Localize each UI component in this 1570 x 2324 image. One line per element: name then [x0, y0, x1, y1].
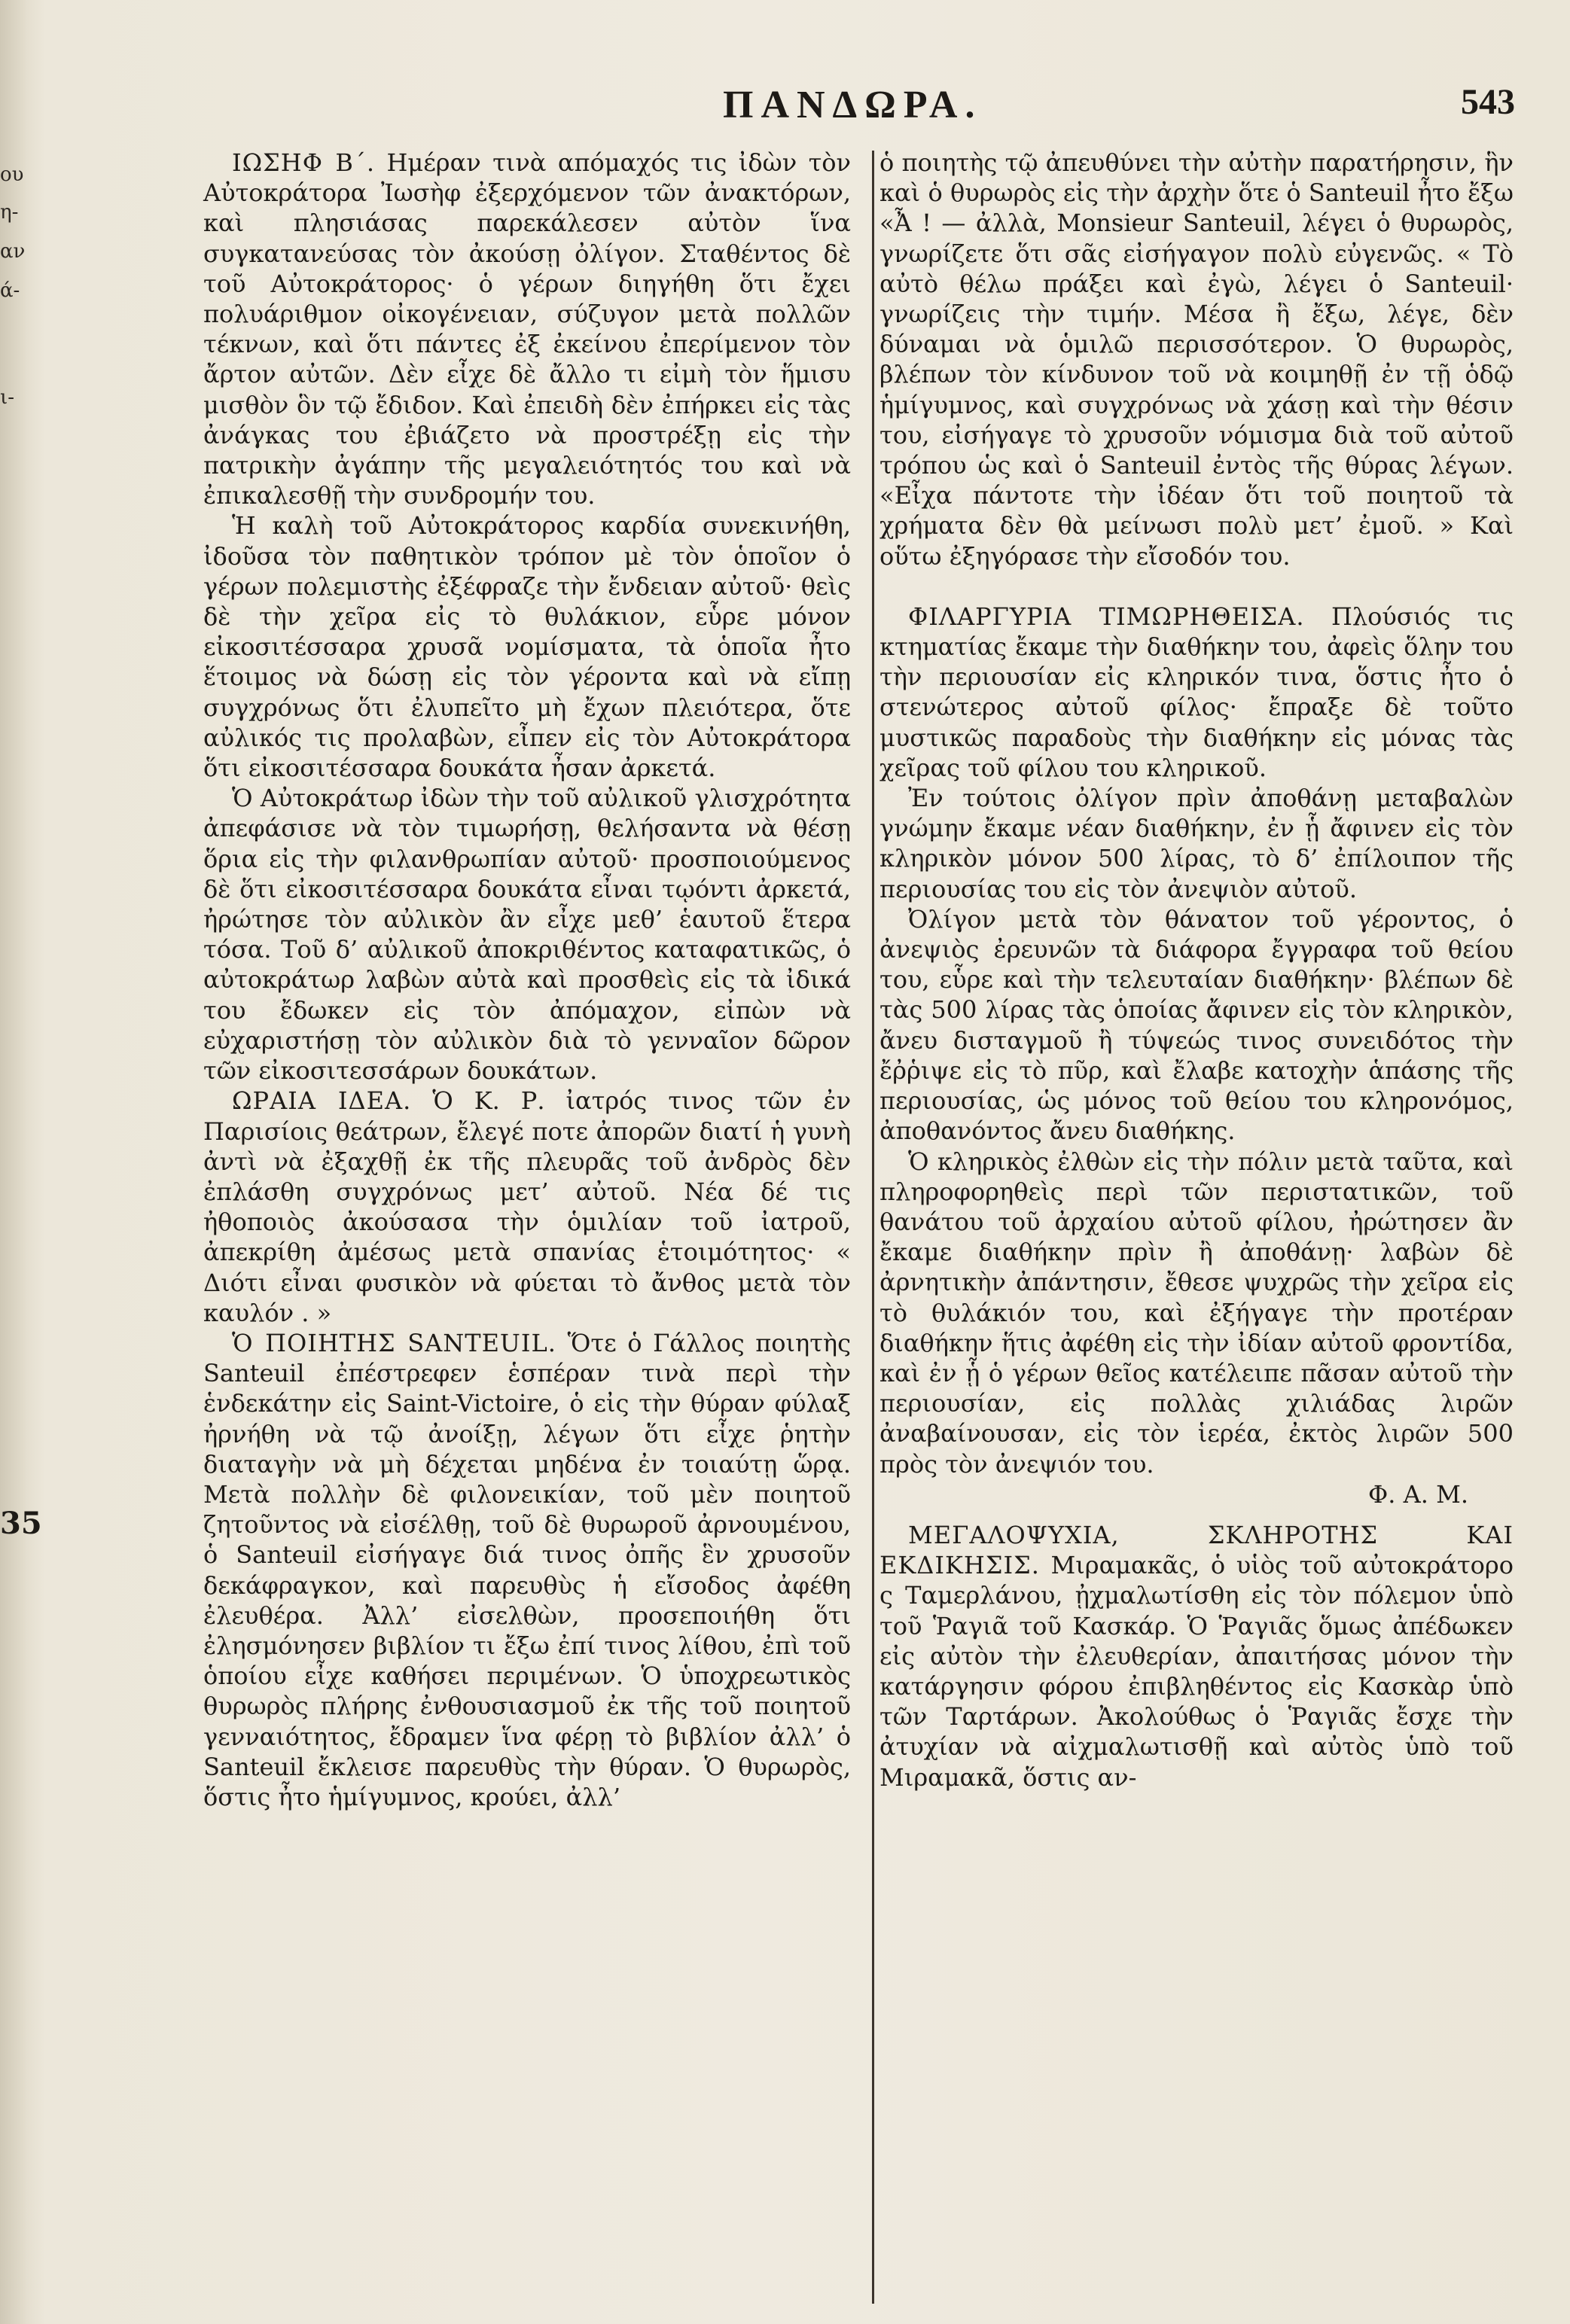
article-paragraph [203, 510, 851, 783]
article-paragraph [203, 1086, 851, 1328]
article-paragraph [880, 148, 1514, 571]
gutter-fragment: ά- [0, 279, 20, 302]
gutter-fragment: η- [0, 201, 19, 224]
paragraph-text: Ἡ καλὴ τοῦ Αὐτοκράτορος καρδία συνεκινήθη, ἰδοῦσα τὸν παθητικὸν τρόπον μὲ τὸν ὁποῖον ὁ γέρων πολεμιστὴς ἐξέφραζε τὴν ἔνδειαν αὐτοῦ· θεὶς δὲ τὴν χεῖρα εἰς τὸ θυλάκιον, εὗρε μόνον εἰκοσιτέσσαρα χρυσᾶ νομίσματα, τὰ ὁποῖα ἦτο ἕτοιμος νὰ δώσῃ εἰς τὸν γέροντα καὶ νὰ εἴπῃ συγχρόνως ὅτι ἐλυπεῖτο μὴ ἔχων πλειότερα, ὅτε αὐλικός τις προλαβὼν, εἶπεν εἰς τὸν Αὐτοκράτορα ὅτι εἰκοσιτέσσαρα δουκάτα ἦσαν ἀρκετά. [203, 511, 851, 783]
facing-page-gutter [0, 0, 42, 2324]
paragraph-text: Μιραμακᾶς, ὁ υἱὸς τοῦ αὐτοκράτορο ς Ταμερλάνου, ᾐχμαλωτίσθη εἰς τὸν πόλεμον ὑπὸ τοῦ Ῥαγιᾶ τοῦ Κασκάρ. Ὁ Ῥαγιᾶς ὅμως ἀπέδωκεν εἰς αὐτὸν τὴν ἐλευθερίαν, ἀπαιτήσας μόνον τὴν κατάργησιν φόρου ἐπιβληθέντος εἰς Κασκὰρ ὑπὸ τῶν Ταρτάρων. Ἀκολούθως ὁ Ῥαγιᾶς ἔσχε τὴν ἀτυχίαν νὰ αἰχμαλωτισθῇ καὶ αὐτὸς ὑπὸ τοῦ Μιραμακᾶ, ὅστις αν- [880, 1551, 1514, 1792]
article-paragraph [880, 783, 1514, 904]
article-paragraph [203, 1328, 851, 1812]
paragraph-text: Ὅτε ὁ Γάλλος ποιητὴς Santeuil ἐπέστρεφεν ἑσπέραν τινὰ περὶ τὴν ἑνδεκάτην εἰς Saint-Victoire, ὁ εἰς τὴν θύραν φύλαξ ἠρνήθη νὰ τῷ ἀνοίξῃ, λέγων ὅτι εἶχε ῥητὴν διαταγὴν νὰ μὴ δέχεται μηδένα ἐν τοιαύτῃ ὥρᾳ. Μετὰ πολλὴν δὲ φιλονεικίαν, τοῦ μὲν ποιητοῦ ζητοῦντος νὰ εἰσέλθῃ, τοῦ δὲ θυρωροῦ ἀρνουμένου, ὁ Santeuil εἰσήγαγε διά τινος ὀπῆς ἓν χρυσοῦν δεκάφραγκον, καὶ παρευθὺς ἡ εἴσοδος ἀφέθη ἐλευθέρα. Ἀλλ’ εἰσελθὼν, προσεποιήθη ὅτι ἐλησμόνησεν βιβλίον τι ἔξω ἐπί τινος λίθου, ἐπὶ τοῦ ὁποίου εἶχε καθήσει περιμένων. Ὁ ὑποχρεωτικὸς θυρωρὸς πλήρης ἐνθουσιασμοῦ ἐκ τῆς τοῦ ποιητοῦ γενναιότητος, ἔδραμεν ἵνα φέρῃ τὸ βιβλίον ἀλλ’ ὁ Santeuil ἔκλεισε παρευθὺς τὴν θύραν. Ὁ θυρωρὸς, ὅστις ἦτο ἡμίγυμνος, κρούει, ἀλλ’ [203, 1328, 852, 1811]
article-paragraph [203, 148, 851, 510]
running-title: ΠΑΝΔΩΡΑ. [723, 84, 983, 126]
paragraph-text: Ὁ Κ. Ρ. ἰατρός τινος τῶν ἐν Παρισίοις θεάτρων, ἔλεγέ ποτε ἀπορῶν διατί ἡ γυνὴ ἀντὶ νὰ ἐξαχθῇ ἐκ τῆς πλευρᾶς τοῦ ἀνδρὸς δὲν ἐπλάσθη συγχρόνως μετ’ αὐτοῦ. Νέα δέ τις ἠθοποιὸς ἀκούσασα τὴν ὁμιλίαν τοῦ ἰατροῦ, ἀπεκρίθη ἀμέσως μετὰ σπανίας ἑτοιμότητος· « Διότι εἶναι φυσικὸν νὰ φύεται τὸ ἄνθος μετὰ τὸν καυλόν . » [203, 1086, 852, 1327]
article-paragraph [880, 602, 1514, 783]
article-paragraph [880, 1147, 1514, 1479]
paragraph-text: ὁ ποιητὴς τῷ ἀπευθύνει τὴν αὐτὴν παρατήρησιν, ἣν καὶ ὁ θυρωρὸς εἰς τὴν ἀρχὴν ὅτε ὁ Santeuil ἦτο ἔξω «Ἆ ! — ἀλλὰ, Monsieur Santeuil, λέγει ὁ θυρωρὸς, γνωρίζετε ὅτι σᾶς εἰσήγαγον πολὺ εὐγενῶς. « Τὸ αὐτὸ θέλω πράξει καὶ ἐγὼ, λέγει ὁ Santeuil· γνωρίζεις τὴν τιμήν. Μέσα ἢ ἔξω, λέγε, δὲν δύναμαι νὰ ὁμιλῶ περισσότερον. Ὁ θυρωρὸς, βλέπων τὸν κίνδυνον τοῦ νὰ κοιμηθῇ ἐν τῇ ὁδῷ ἡμίγυμνος, καὶ συγχρόνως νὰ χάσῃ καὶ τὴν θέσιν του, εἰσήγαγε τὸ χρυσοῦν νόμισμα διὰ τοῦ αὐτοῦ τρόπου ὡς καὶ ὁ Santeuil ἐντὸς τῆς θύρας λέγων. «Εἶχα πάντοτε τὴν ἰδέαν ὅτι τοῦ ποιητοῦ τὰ χρήματα δὲν θὰ μείνωσι πολὺ μετ’ ἐμοῦ. » Καὶ οὕτω ἐξηγόρασε τὴν εἴσοδόν του. [880, 148, 1514, 571]
paragraph-text: Ὁ Αὐτοκράτωρ ἰδὼν τὴν τοῦ αὐλικοῦ γλισχρότητα ἀπεφάσισε νὰ τὸν τιμωρήσῃ, θελήσαντα νὰ θέσῃ ὅρια εἰς τὴν φιλανθρωπίαν αὐτοῦ· προσποιούμενος δὲ ὅτι εἰκοσιτέσσαρα δουκάτα εἶναι τῳόντι ἀρκετά, ἠρώτησε τὸν αὐλικὸν ἂν εἶχε μεθ’ ἑαυτοῦ ἕτερα τόσα. Τοῦ δ’ αὐλικοῦ ἀποκριθέντος καταφατικῶς, ὁ αὐτοκράτωρ λαβὼν αὐτὰ καὶ προσθεὶς εἰς τὰ ἰδικά του ἔδωκεν εἰς τὸν ἀπόμαχον, εἰπὼν νὰ εὐχαριστήσῃ τὸν αὐλικὸν διὰ τὸ γενναῖον δῶρον τῶν εἰκοσιτεσσάρων δουκάτων. [203, 784, 851, 1086]
article-paragraph [203, 783, 851, 1086]
author-signature: Φ. Α. Μ. [1368, 1479, 1468, 1509]
page-number: 543 [1461, 82, 1515, 122]
article-heading: Ὁ ΠΟΙΗΤΗΣ SANTEUIL. [232, 1328, 556, 1357]
article-heading: ΙΩΣΗΦ Β΄. [232, 148, 376, 177]
gutter-fragment: ου [0, 163, 24, 186]
gutter-fragment: αν [0, 240, 26, 263]
gutter-fragment: ι- [0, 386, 14, 409]
article-heading: ΦΙΛΑΡΓΥΡΙΑ ΤΙΜΩΡΗΘΕΙΣΑ. [908, 602, 1305, 631]
column-divider [872, 151, 874, 2304]
paragraph-text: Ὁ κληρικὸς ἐλθὼν εἰς τὴν πόλιν μετὰ ταῦτα, καὶ πληροφορηθεὶς περὶ τῶν περιστατικῶν, τοῦ θανάτου τοῦ ἀρχαίου αὐτοῦ φίλου, ἠρώτησεν ἂν ἔκαμε διαθήκην πρὶν ἢ ἀποθάνῃ· λαβὼν δὲ ἀρνητικὴν ἀπάντησιν, ἔθεσε ψυχρῶς τὴν χεῖρα εἰς τὸ θυλάκιόν του, καὶ ἐξήγαγε τὴν προτέραν διαθήκην ἥτις ἀφέθη εἰς τὴν ἰδίαν αὐτοῦ φροντίδα, καὶ ἐν ᾗ ὁ γέρων θεῖος κατέλειπε πᾶσαν αὐτοῦ τὴν περιουσίαν, εἰς πολλὰς χιλιάδας λιρῶν ἀναβαίνουσαν, εἰς τὸν ἱερέα, ἐκτὸς λιρῶν 500 πρὸς τὸν ἀνεψιόν του. [880, 1147, 1514, 1479]
left-column [203, 148, 851, 1812]
right-column [880, 148, 1514, 1792]
paragraph-text: Ημέραν τινὰ απόμαχός τις ἰδὼν τὸν Αὐτοκράτορα Ἰωσὴφ ἐξερχόμενον τῶν ἀνακτόρων, καὶ πλησιάσας παρεκάλεσεν αὐτὸν ἵνα συγκατανεύσας τὸν ἀκούσῃ ὀλίγον. Σταθέντος δὲ τοῦ Αὐτοκράτορος· ὁ γέρων διηγήθη ὅτι ἔχει πολυάριθμον οἰκογένειαν, σύζυγον μετὰ πολλῶν τέκνων, καὶ ὅτι πάντες ἐξ ἐκείνου ἐπερίμενον τὸν ἄρτον αὐτῶν. Δὲν εἶχε δὲ ἄλλο τι εἰμὴ τὸν ἥμισυ μισθὸν ὃν τῷ ἔδιδον. Καὶ ἐπειδὴ δὲν ἐπήρκει εἰς τὰς ἀνάγκας του ἐβιάζετο νὰ προστρέξῃ εἰς τὴν πατρικὴν ἀγάπην τῆς μεγαλειότητός του καὶ νὰ ἐπικαλεσθῇ τὴν συνδρομήν του. [203, 148, 851, 510]
gutter-page-number: 35 [0, 1506, 42, 1541]
paragraph-text: Ἐν τούτοις ὀλίγον πρὶν ἀποθάνῃ μεταβαλὼν γνώμην ἔκαμε νέαν διαθήκην, ἐν ᾗ ἄφινεν εἰς τὸν κληρικὸν μόνον 500 λίρας, τὸ δ’ ἐπίλοιπον τῆς περιουσίας του εἰς τὸν ἀνεψιὸν αὐτοῦ. [880, 784, 1514, 903]
article-heading: ΩΡΑΙΑ ΙΔΕΑ. [232, 1086, 412, 1116]
article-heading: ΜΕΓΑΛΟΨΥΧΙΑ, ΣΚΛΗΡΟΤΗΣ ΚΑΙ ΕΚΔΙΚΗΣΙΣ. [880, 1520, 1514, 1580]
paragraph-text: Πλούσιός τις κτηματίας ἔκαμε τὴν διαθήκην του, ἀφεὶς ὅλην του τὴν περιουσίαν εἰς κληρικόν τινα, ὅστις ἦτο ὁ στενώτερος αὐτοῦ φίλος· ἔπραξε δὲ τοῦτο μυστικῶς παραδοὺς τὴν διαθήκην εἰς μόνας τὰς χεῖρας τοῦ φίλου του κληρικοῦ. [880, 602, 1514, 782]
article-paragraph [880, 1520, 1514, 1792]
article-paragraph [880, 904, 1514, 1147]
paragraph-text: Ὀλίγον μετὰ τὸν θάνατον τοῦ γέροντος, ὁ ἀνεψιὸς ἐρευνῶν τὰ διάφορα ἔγγραφα τοῦ θείου του, εὗρε καὶ τὴν τελευταίαν διαθήκην· βλέπων δὲ τὰς 500 λίρας τὰς ὁποίας ἄφινεν εἰς τὸν κληρικὸν, ἄνευ δισταγμοῦ ἢ τύψεώς τινος συνειδότος τὴν ἔῤῥιψε εἰς τὸ πῦρ, καὶ ἔλαβε κατοχὴν ἁπάσης τῆς περιουσίας, ὡς μόνος τοῦ θείου του κληρονόμος, ἀποθανόντος ἄνευ διαθήκης. [880, 904, 1514, 1146]
